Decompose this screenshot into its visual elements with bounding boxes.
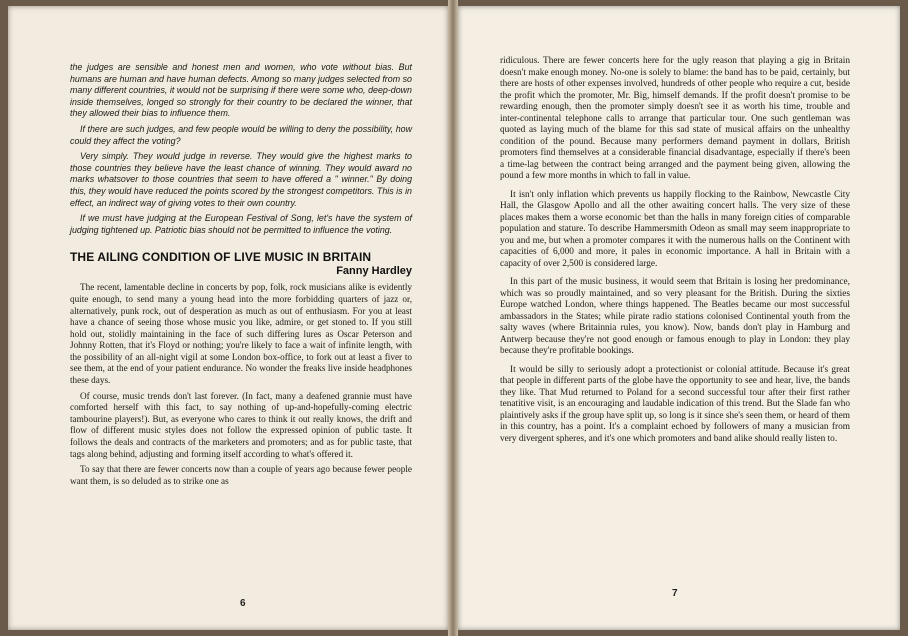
italic-section <box>70 62 412 236</box>
article-author: Fanny Hardley <box>336 265 412 278</box>
right-page <box>458 6 900 630</box>
body-paragraph: Of course, music trends don't last forever. (In fact, many a deafened grannie must have comforted herself with this fact, to say nothing of up-and-hopefully-coming electric tambourine players!). But, as everyone who cares to think it out really knows, the drift and flow of different music styles does not follow the expressed opinion of public taste. It follows the deals and contracts of the marketers and promoters; and as for public taste, that tags along behind, adjusting and forming itself according to what's offered it. <box>70 390 412 459</box>
body-paragraph: It would be silly to seriously adopt a protectionist or colonial attitude. Because it's great that people in different parts of the globe have the opportunity to see and hear, live, the bands they like. That Mud returned to Poland for a second successful tour after their first rather tenatitive visit, is an encouraging and laudable indication of this trend. But the Slade fan who plaintively asks if the group have split up, so long is it since she's seen them, or heard of them in this country, has a point. It's a complaint echoed by followers of many a musician from very divergent spheres, and it's one which promoters and band alike should really listen to. <box>500 364 850 444</box>
body-paragraph: The recent, lamentable decline in concerts by pop, folk, rock musicians alike is evidently quite enough, to send many a young head into the more forbidding quarters of jazz or, alternatively, punk rock, out of desperation as much as out of enthusiasm. For you at least have a chance of seeing those whose music you like, admire, or get stoned to. If you still hold out, stolidly maintaining in the face of such differing lures as Oscar Peterson and Johnny Rotten, that it's Floyd or nothing; you're likely to face a wait of infinite length, with the possibility of an all-night vigil at some London box-office, to fork out at least a fiver to see them, at the end of your patient endurance. No wonder the freaks live inside headphones these days. <box>70 282 412 386</box>
italic-paragraph: If there are such judges, and few people would be willing to deny the possibility, how could they affect the voting? <box>70 123 412 146</box>
body-paragraph: ridiculous. There are fewer concerts here for the ugly reason that playing a gig in Britain doesn't make enough money. No-one is solely to blame: the band has to be paid, certainly, but there are hosts of other expenses involved, hundreds of other people who require a cut, beside the profit which the promoter, Mr. Big, himself demands. If the profit doesn't promise to be rewarding enough, then the promoter simply doesn't see it as worth his time, trouble and inter-continental telephone calls to arrange that particular tour. One such gentleman was quoted as laying much of the blame for this sad state of musical affairs on the unhealthy condition of the pound. Because many performers demand payment in dollars, British promoters find themselves at a considerable financial disadvantage, especially if there's been a time-lag between the contract being arranged and the payment being given, allowing the pound a few more months in which to fall in value. <box>500 56 850 181</box>
body-paragraph: In this part of the music business, it would seem that Britain is losing her predominance, which was so proudly maintained, and so very pleasant for the British. During the sixties Europe watched London, where things happened. The Beatles became our most successful ambassadors in the States; while pirate radio stations colonised Continental youth from the salty waves (where Britainnia rules, you know). Now, bands don't play in Hamburg and Antwerp because they're not good enough or famous enough to play in London: they play because they're profitable bookings. <box>500 277 850 356</box>
body-paragraph: To say that there are fewer concerts now than a couple of years ago because fewer people want them, is so deluded as to strike one as <box>70 464 412 486</box>
page-number: 6 <box>240 598 246 609</box>
body-paragraph: It isn't only inflation which prevents us happily flocking to the Rainbow, Newcastle City Hall, the Glasgow Apollo and all the other awaiting concert halls. The very size of these places makes them a worse economic bet than the halls in many foreign cities of comparable population and stature. To describe Hammersmith Odeon as small may seem inappropriate to you and me, but when a promoter compares it with the numerous halls on the Continent with capacities of 6,000 and more, it pales in economic importance. A hall in Britain with a capacity of over 2,500 is considered large. <box>500 189 850 269</box>
book-gutter <box>448 0 458 636</box>
left-page-content <box>70 62 412 491</box>
italic-paragraph: Very simply. They would judge in reverse. They would give the highest marks to those countries they believe have the least chance of winning. They would award no marks whatsover to those countries that seem to have offered a " winner." By doing this, they would have reduced the points scored by the strongest competitors. This is in effect, an indirect way of giving votes to their own country. <box>70 151 412 208</box>
italic-paragraph: If we must have judging at the European Festival of Song, let's have the system of judging tightened up. Patriotic bias should not be permitted to influence the voting. <box>70 213 412 235</box>
article-title: THE AILING CONDITION OF LIVE MUSIC IN BRITAIN <box>70 250 372 265</box>
right-page-content <box>500 56 850 452</box>
left-page <box>8 6 448 630</box>
page-number: 7 <box>672 588 678 599</box>
italic-paragraph: the judges are sensible and honest men and women, who vote without bias. But humans are human and have human defects. Among so many judges selected from so many different countries, it would not be surprising if there were some who, deep-down inside themselves, longed so strongly for their country to be declared the winner, that they allowed their bias to influence them. <box>70 62 412 119</box>
